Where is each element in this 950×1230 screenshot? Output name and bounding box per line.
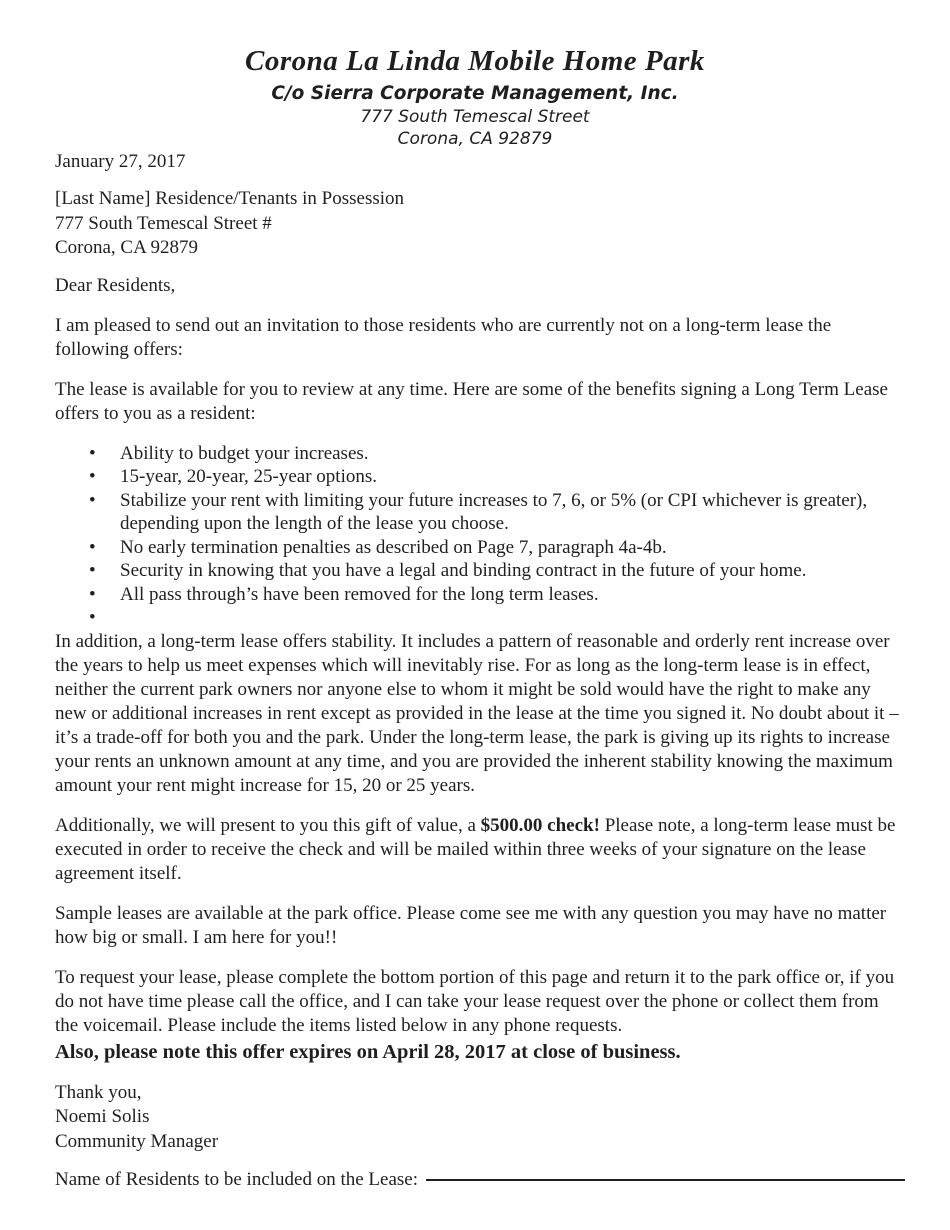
closing-thanks: Thank you, [55, 1081, 142, 1103]
recipient-street-line: 777 South Temescal Street # [55, 212, 272, 234]
benefit-item: • Stabilize your rent with limiting your future increases to 7, 6, or 5% (or CPI whichever is greater), depending upon the length of the lease you choose. [55, 489, 905, 536]
closing-sender-name: Noemi Solis [55, 1106, 150, 1127]
letterhead [0, 44, 950, 150]
benefit-item: • Ability to budget your increases. [55, 442, 905, 466]
paragraph-gift [55, 814, 905, 886]
recipient-city-line: Corona, CA 92879 [55, 237, 199, 258]
letterhead-city-state-zip: Corona, CA 92879 [397, 129, 553, 149]
salutation: Dear Residents, [55, 274, 176, 296]
benefit-item: • All pass through’s have been removed for the long term leases. [55, 583, 905, 607]
offer-expiry-notice: Also, please note this offer expires on April 28, 2017 at close of business. [55, 1040, 681, 1063]
letter-body [0, 150, 950, 1192]
paragraph-invitation: I am pleased to send out an invitation to those residents who are currently not on a long-term lease the following offers: [55, 314, 832, 360]
park-name-title: Corona La Linda Mobile Home Park [245, 45, 705, 77]
gift-text-after: Please note, a long-term lease must be executed in order to receive the check and will be mailed within three weeks of your signature on the lease agreement itself. [55, 814, 896, 884]
date-line: January 27, 2017 [55, 151, 186, 172]
paragraph-stability: In addition, a long-term lease offers stability. It includes a pattern of reasonable and orderly rent increase over the years to help us meet expenses which will inevitably rise. For as long as the long-term lease is in effect, neither the current park owners nor anyone else to whom it might be sold would have the right to make any new or additional increases in rent except as provided in the lease at the time you signed it. No doubt about it – it’s a trade-off for both you and the park. Under the long-term lease, the park is giving up its rights to increase your rents an unknown amount at any time, and you are provided the inherent stability knowing the maximum amount your rent might increase for 15, 20 or 25 years. [55, 630, 899, 796]
management-company-line: C/o Sierra Corporate Management, Inc. [271, 83, 679, 104]
recipient-block [55, 187, 905, 261]
benefit-item: • No early termination penalties as described on Page 7, paragraph 4a-4b. [55, 536, 905, 560]
closing-sender-title: Community Manager [55, 1130, 219, 1152]
closing-block [55, 1081, 905, 1155]
recipient-name-line: [Last Name] Residence/Tenants in Possession [55, 188, 405, 209]
letterhead-street: 777 South Temescal Street [360, 107, 590, 127]
benefit-item: • Security in knowing that you have a legal and binding contract in the future of your home. [55, 559, 905, 583]
gift-text-before: Additionally, we will present to you this gift of value, a [55, 814, 481, 836]
residents-name-row [55, 1168, 905, 1192]
residents-name-fill-line [426, 1179, 905, 1181]
paragraph-request: To request your lease, please complete the bottom portion of this page and return it to the park office or, if you do not have time please call the office, and I can take your lease request over the phone or collect them from the voicemail. Please include the items listed below in any phone requests. [55, 966, 895, 1036]
gift-amount-highlight: $500.00 check! [480, 814, 600, 836]
benefit-item-empty [55, 606, 905, 630]
residents-name-label: Name of Residents to be included on the Lease: [55, 1169, 419, 1190]
paragraph-sample-leases: Sample leases are available at the park office. Please come see me with any question you may have no matter how big or small. I am here for you!! [55, 902, 887, 948]
benefit-item: • 15-year, 20-year, 25-year options. [55, 465, 905, 489]
paragraph-lease-available: The lease is available for you to review at any time. Here are some of the benefits signing a Long Term Lease offers to you as a resident: [55, 378, 888, 424]
benefits-list [55, 442, 905, 630]
